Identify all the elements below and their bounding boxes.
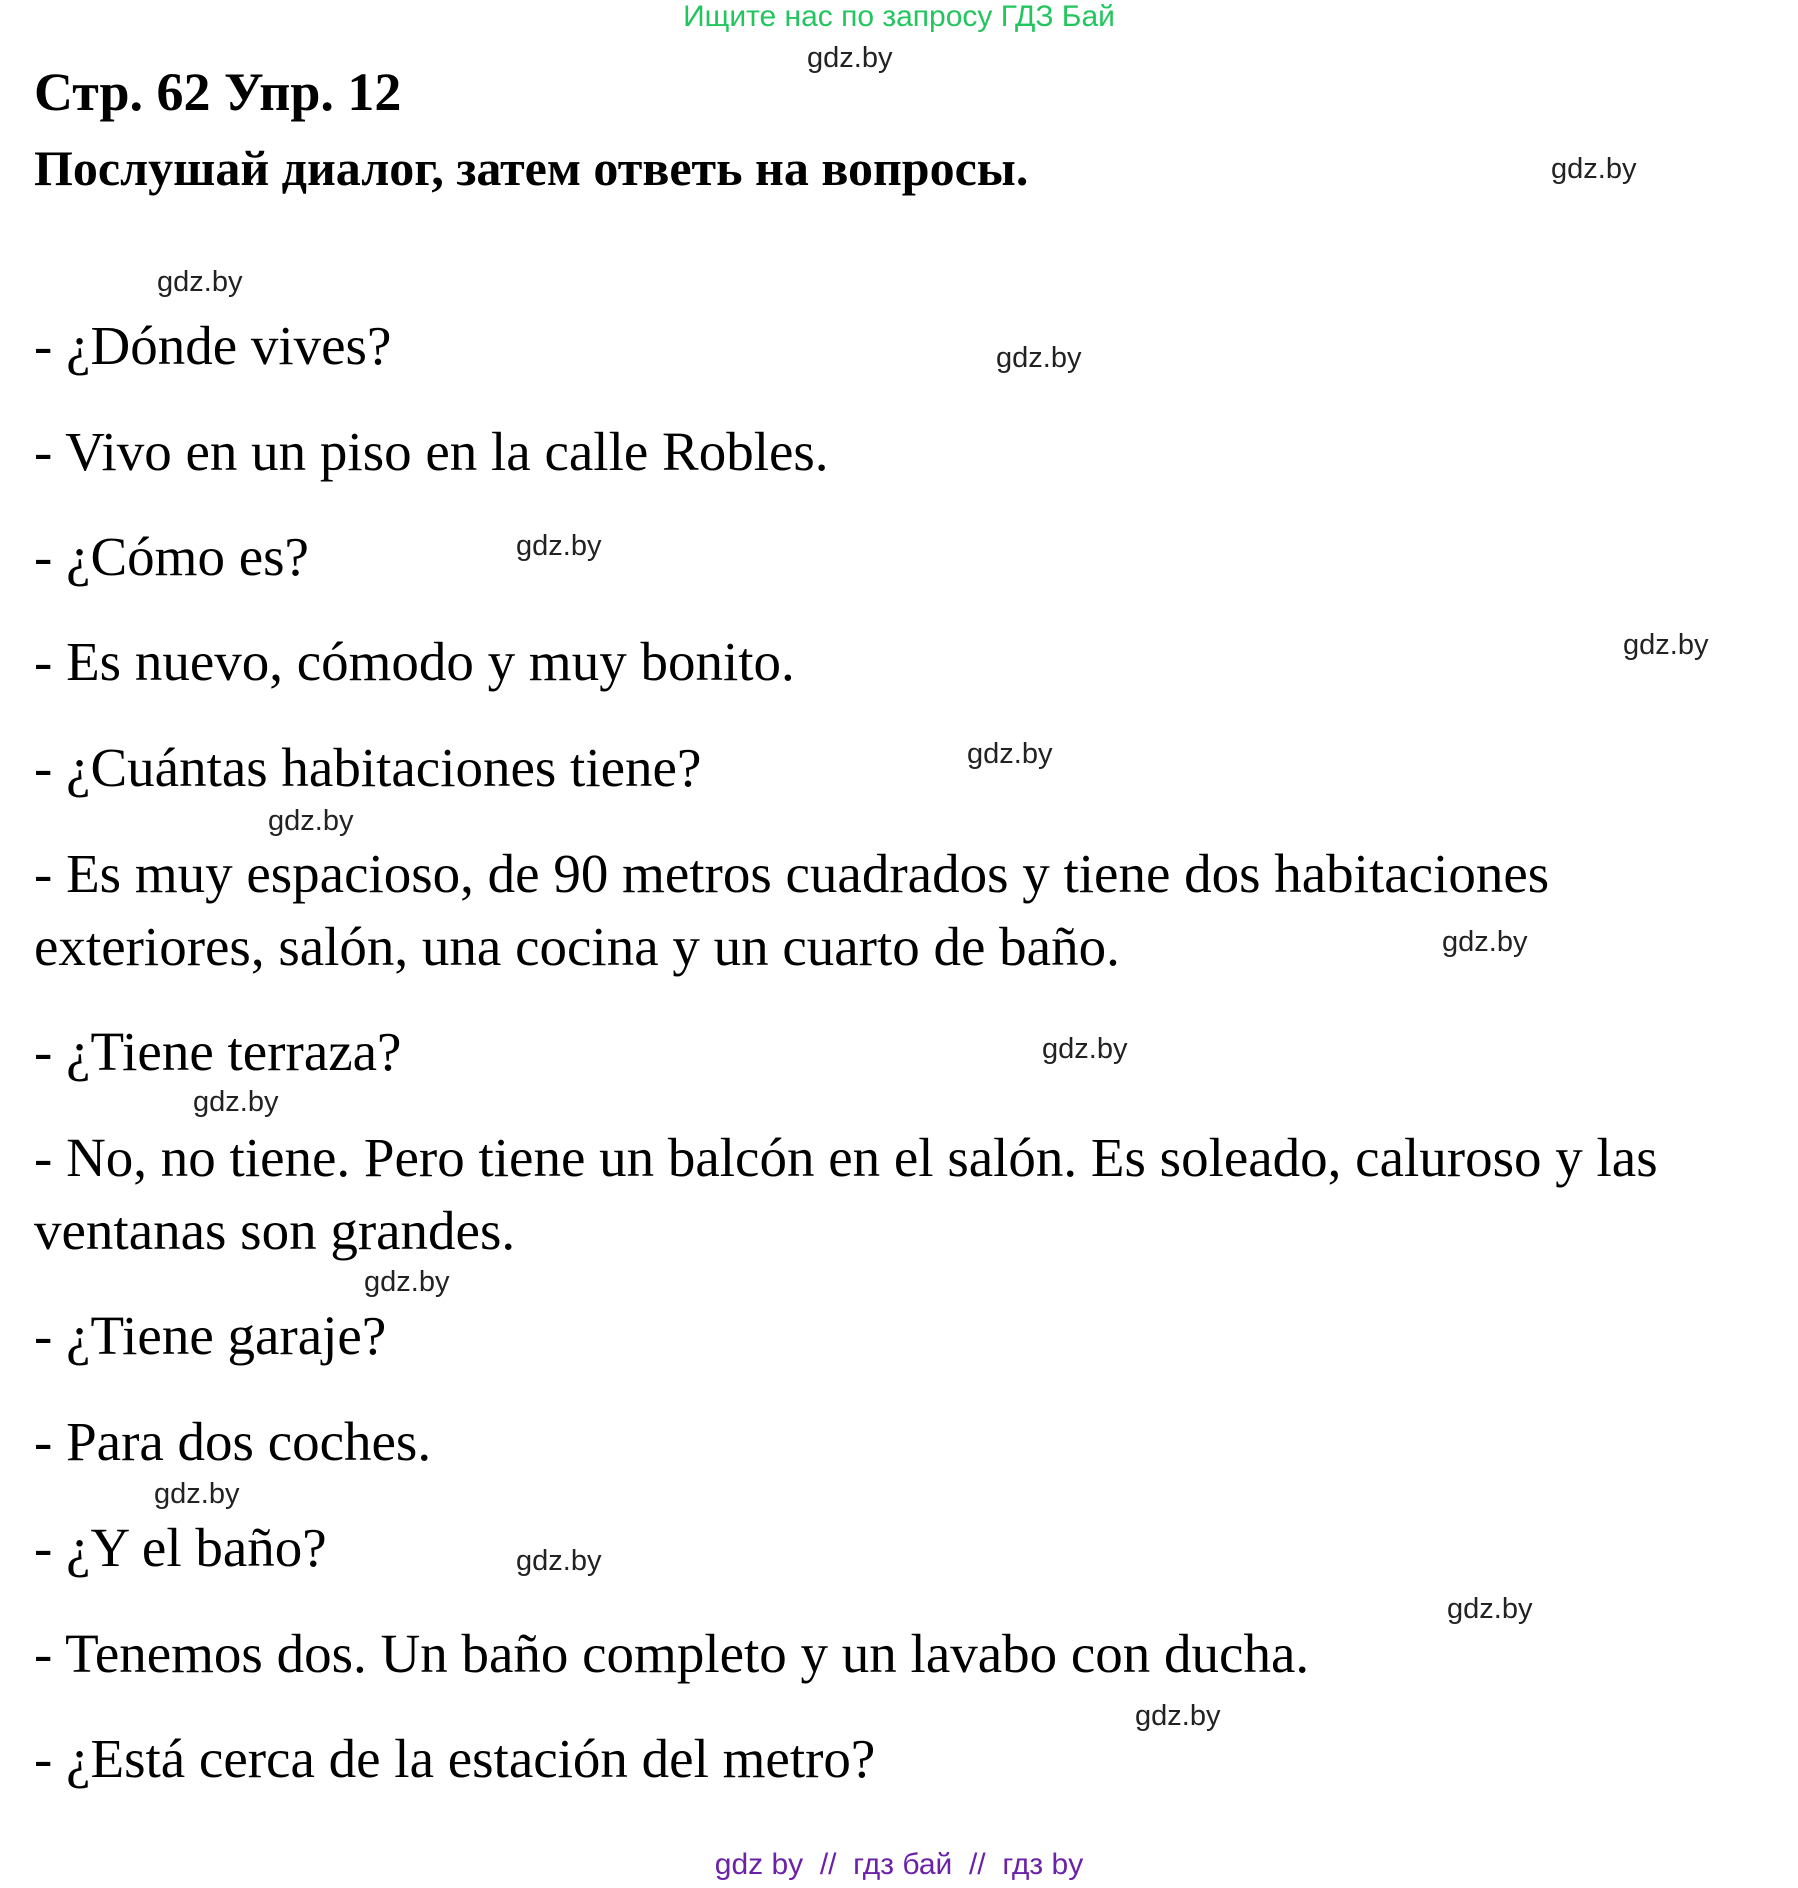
watermark: gdz.by	[268, 805, 354, 837]
exercise-instruction: Послушай диалог, затем ответь на вопросы.	[34, 140, 1029, 196]
page-exercise-title: Стр. 62 Упр. 12	[34, 62, 402, 122]
dialog-line: - ¿Dónde vives?	[34, 315, 392, 376]
dialog-line: - Es muy espacioso, de 90 metros cuadrados y tiene dos habitaciones	[34, 843, 1550, 904]
watermark: gdz.by	[154, 1478, 240, 1510]
dialog-line: exteriores, salón, una cocina y un cuarto de baño.	[34, 916, 1120, 977]
dialog-line: - ¿Tiene garaje?	[34, 1305, 387, 1366]
watermark: gdz.by	[193, 1086, 279, 1118]
watermark: gdz.by	[364, 1266, 450, 1298]
watermark: gdz.by	[1135, 1700, 1221, 1732]
watermark: gdz.by	[1447, 1593, 1533, 1625]
watermark: gdz.by	[967, 738, 1053, 770]
watermark: gdz.by	[516, 530, 602, 562]
dialog-line: - No, no tiene. Pero tiene un balcón en el salón. Es soleado, caluroso y las	[34, 1127, 1658, 1188]
watermark: gdz.by	[1042, 1033, 1128, 1065]
dialog-line: - ¿Cómo es?	[34, 526, 309, 587]
watermark: gdz.by	[1551, 153, 1637, 185]
dialog-line: - ¿Tiene terraza?	[34, 1021, 402, 1082]
footer-watermark: gdz by // гдз бай // гдз by	[714, 1848, 1084, 1881]
watermark: gdz.by	[996, 342, 1082, 374]
dialog-line: - Tenemos dos. Un baño completo y un lavabo con ducha.	[34, 1623, 1310, 1684]
watermark: gdz.by	[807, 42, 893, 74]
dialog-line: - Para dos coches.	[34, 1411, 432, 1472]
watermark: gdz.by	[157, 266, 243, 298]
dialog-line: - Es nuevo, cómodo y muy bonito.	[34, 631, 795, 692]
search-banner: Ищите нас по запросу ГДЗ Бай	[683, 0, 1115, 33]
dialog-line: - Vivo en un piso en la calle Robles.	[34, 421, 829, 482]
watermark: gdz.by	[1442, 926, 1528, 958]
dialog-line: - ¿Está cerca de la estación del metro?	[34, 1728, 876, 1789]
dialog-line: - ¿Cuántas habitaciones tiene?	[34, 737, 702, 798]
watermark: gdz.by	[516, 1545, 602, 1577]
watermark: gdz.by	[1623, 629, 1709, 661]
dialog-line: - ¿Y el baño?	[34, 1517, 327, 1578]
dialog-line: ventanas son grandes.	[34, 1200, 516, 1261]
